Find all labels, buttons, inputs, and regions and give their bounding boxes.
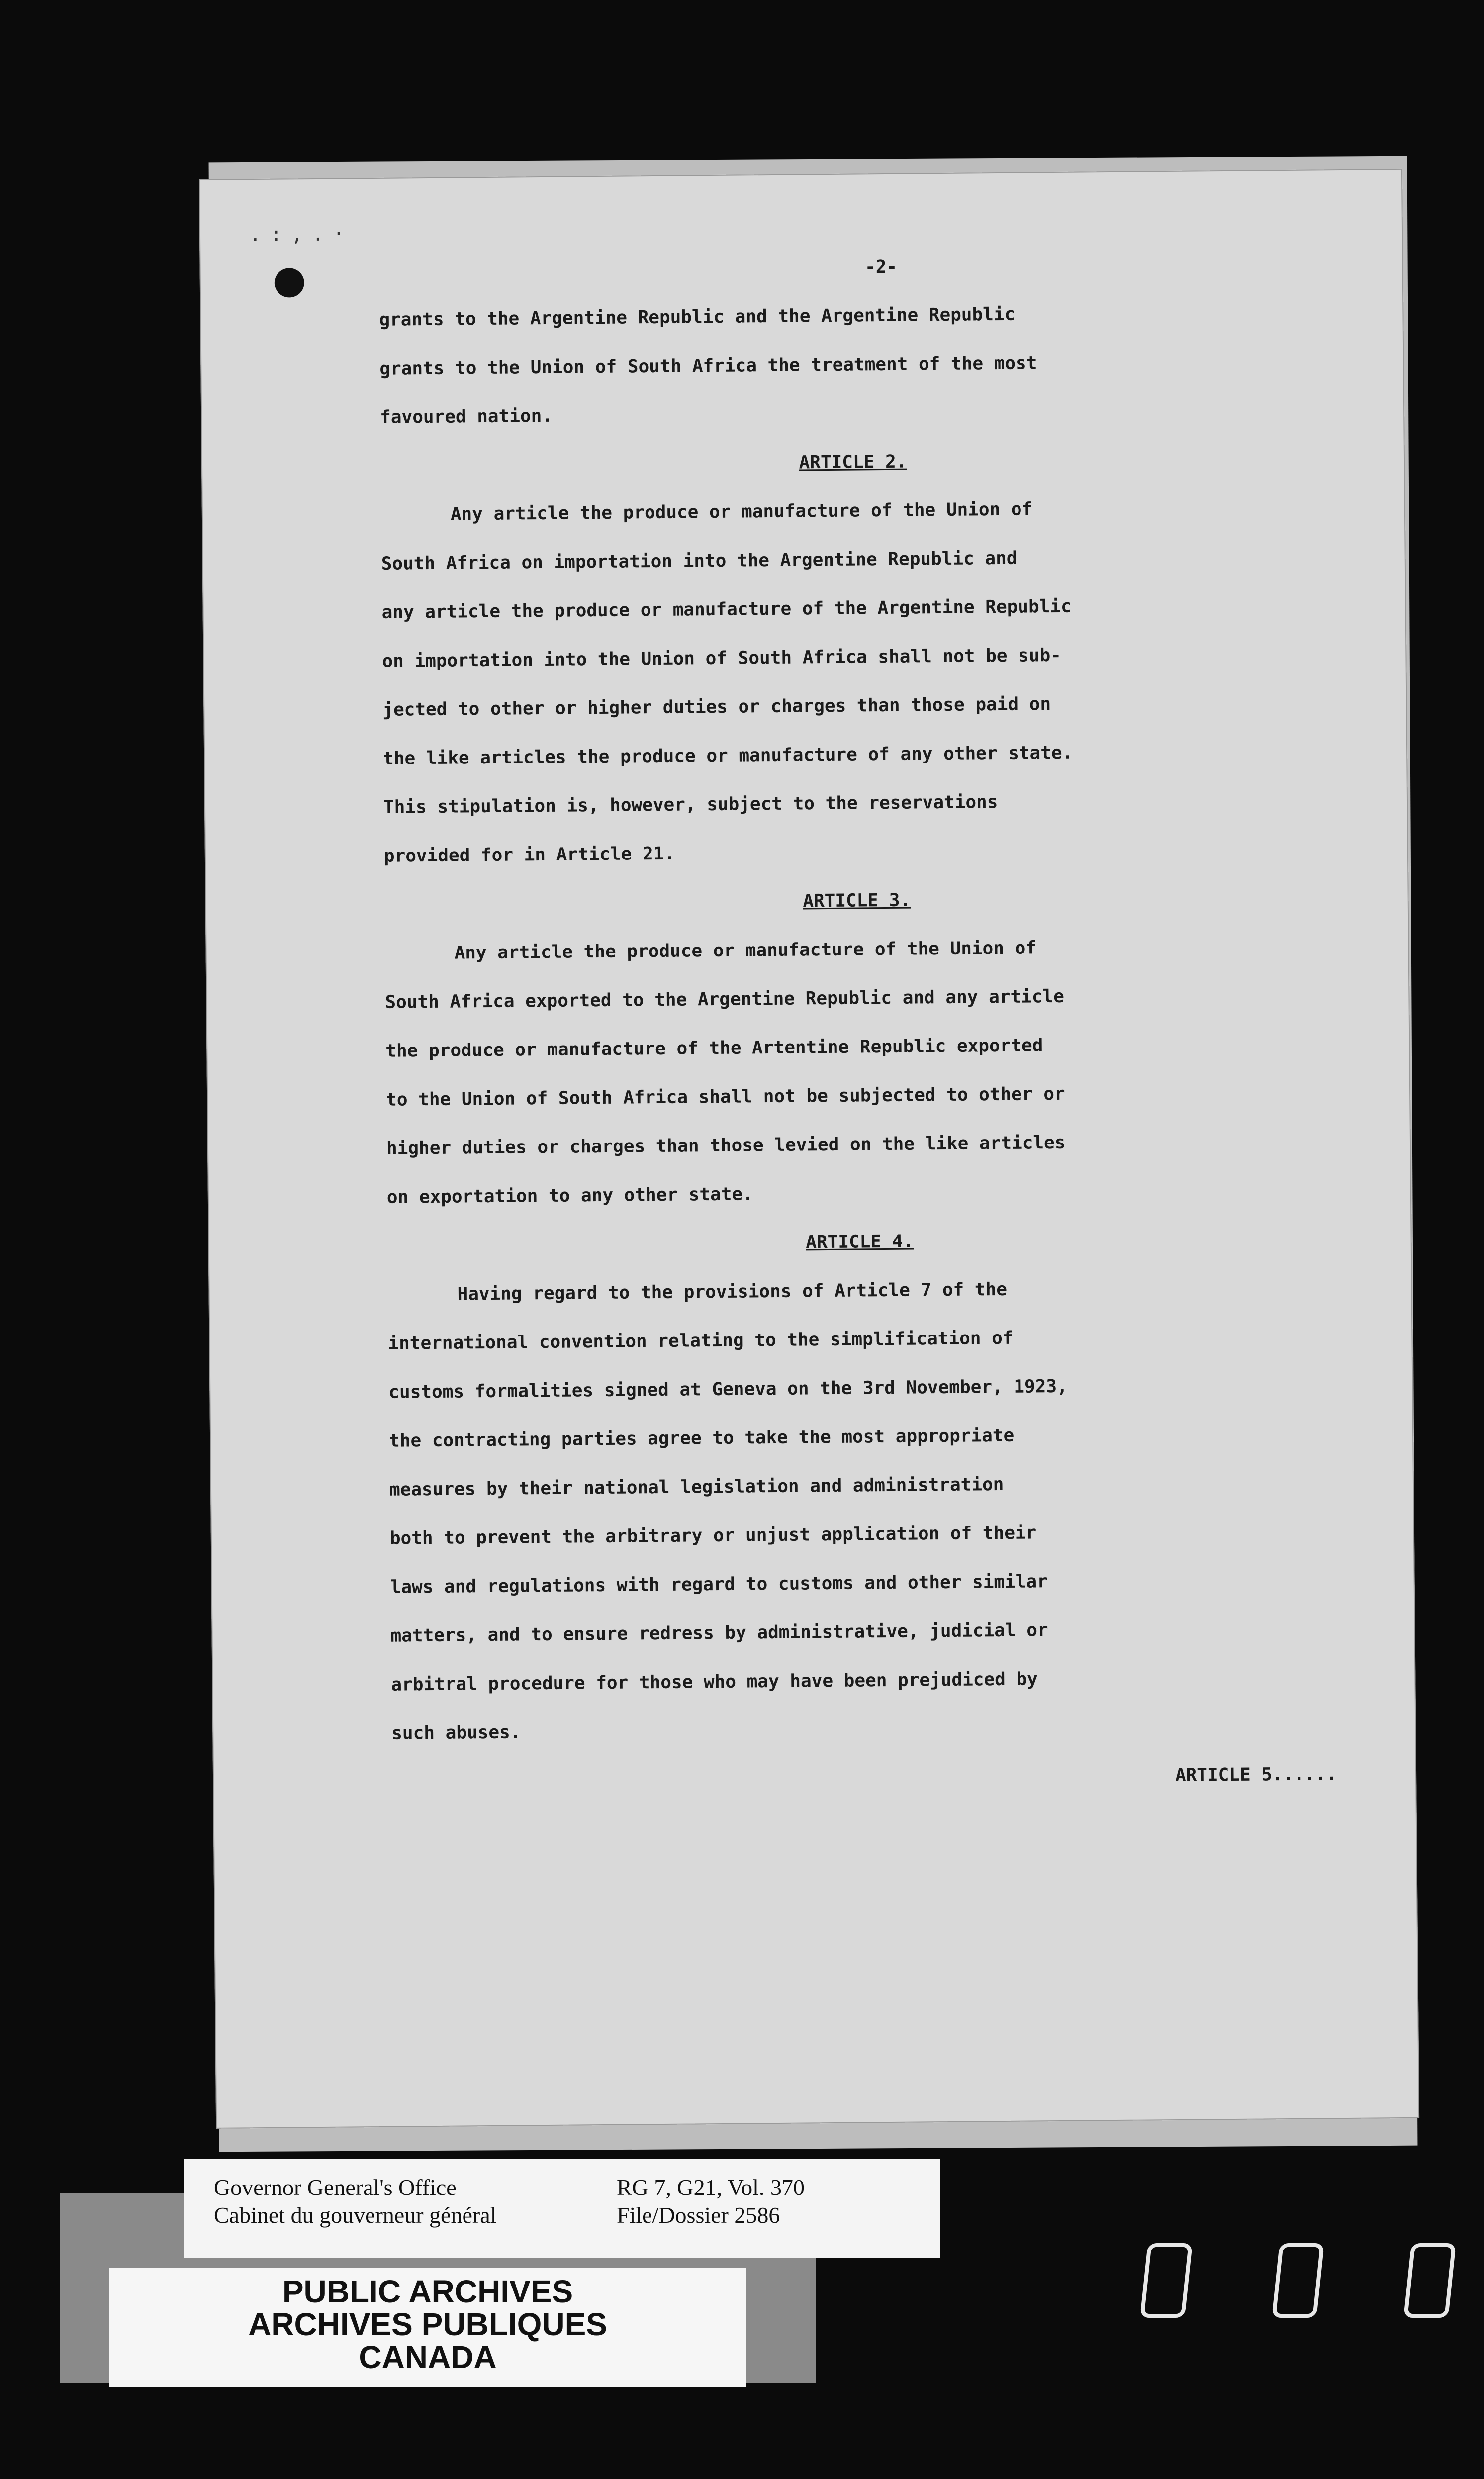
office-name-french: Cabinet du gouverneur général: [214, 2202, 497, 2228]
continuation-marker: ARTICLE 5......: [1175, 1764, 1337, 1786]
article-3-line: on exportation to any other state.: [386, 1184, 753, 1208]
article-3-line: to the Union of South Africa shall not be subjected to other or: [385, 1083, 1065, 1110]
article-2-line: the like articles the produce or manufacture of any other state.: [383, 742, 1073, 769]
article-2-line: Any article the produce or manufacture of the Union of: [450, 499, 1033, 525]
article-3-line: South Africa exported to the Argentine Republic and any article: [385, 986, 1065, 1013]
frame-counter-digit: [1140, 2243, 1193, 2318]
article-4-line: laws and regulations with regard to customs and other similar: [390, 1571, 1048, 1598]
article-4-line: matters, and to ensure redress by administrative, judicial or: [390, 1620, 1048, 1646]
article-4-line: such abuses.: [391, 1722, 521, 1744]
article-3-heading: ARTICLE 3.: [803, 890, 911, 912]
archive-reference-label: [184, 2159, 940, 2258]
article-3-line: higher duties or charges than those levied on the like articles: [386, 1132, 1066, 1159]
frame-counter-digit: [1403, 2243, 1456, 2318]
article-4-line: Having regard to the provisions of Article 7 of the: [457, 1279, 1008, 1305]
page-marks: .:,.·: [249, 222, 354, 247]
stamp-line-english: PUBLIC ARCHIVES: [282, 2274, 573, 2309]
article-4-line: measures by their national legislation and administration: [389, 1474, 1004, 1500]
article-3-line: the produce or manufacture of the Artentine Republic exported: [385, 1035, 1043, 1061]
article-4-line: customs formalities signed at Geneva on the 3rd November, 1923,: [388, 1376, 1068, 1403]
article-2-line: This stipulation is, however, subject to the reservations: [383, 792, 998, 818]
record-group-reference: RG 7, G21, Vol. 370: [617, 2175, 805, 2200]
public-archives-stamp: [109, 2268, 746, 2387]
frame-counter: [1144, 2243, 1452, 2318]
article-2-line: any article the produce or manufacture of the Argentine Republic: [381, 596, 1072, 623]
article-2-line: jected to other or higher duties or charges than those paid on: [382, 694, 1051, 720]
article-4-line: arbitral procedure for those who may have been prejudiced by: [391, 1669, 1038, 1695]
article-4-line: both to prevent the arbitrary or unjust application of their: [389, 1523, 1037, 1549]
article-3-line: Any article the produce or manufacture of the Union of: [454, 938, 1037, 963]
intro-line: grants to the Argentine Republic and the Argentine Republic: [379, 304, 1016, 330]
file-reference: File/Dossier 2586: [617, 2202, 780, 2228]
document-body: [378, 239, 1337, 1807]
punch-hole: [275, 268, 305, 298]
document-page: [199, 169, 1419, 2129]
page-number: -2-: [864, 256, 898, 278]
intro-line: favoured nation.: [380, 405, 553, 428]
intro-line: grants to the Union of South Africa the treatment of the most: [379, 353, 1037, 379]
stamp-line-country: CANADA: [359, 2339, 497, 2375]
article-2-line: South Africa on importation into the Argentine Republic and: [381, 548, 1018, 574]
article-4-heading: ARTICLE 4.: [806, 1231, 914, 1253]
stamp-line-french: ARCHIVES PUBLIQUES: [248, 2306, 607, 2342]
article-2-line: provided for in Article 21.: [383, 843, 675, 866]
frame-counter-digit: [1272, 2243, 1324, 2318]
article-2-line: on importation into the Union of South Africa shall not be sub-: [382, 645, 1062, 671]
article-4-line: the contracting parties agree to take the most appropriate: [388, 1425, 1015, 1451]
article-2-heading: ARTICLE 2.: [799, 451, 907, 473]
office-name-english: Governor General's Office: [214, 2175, 457, 2200]
article-4-line: international convention relating to the simplification of: [388, 1328, 1014, 1354]
